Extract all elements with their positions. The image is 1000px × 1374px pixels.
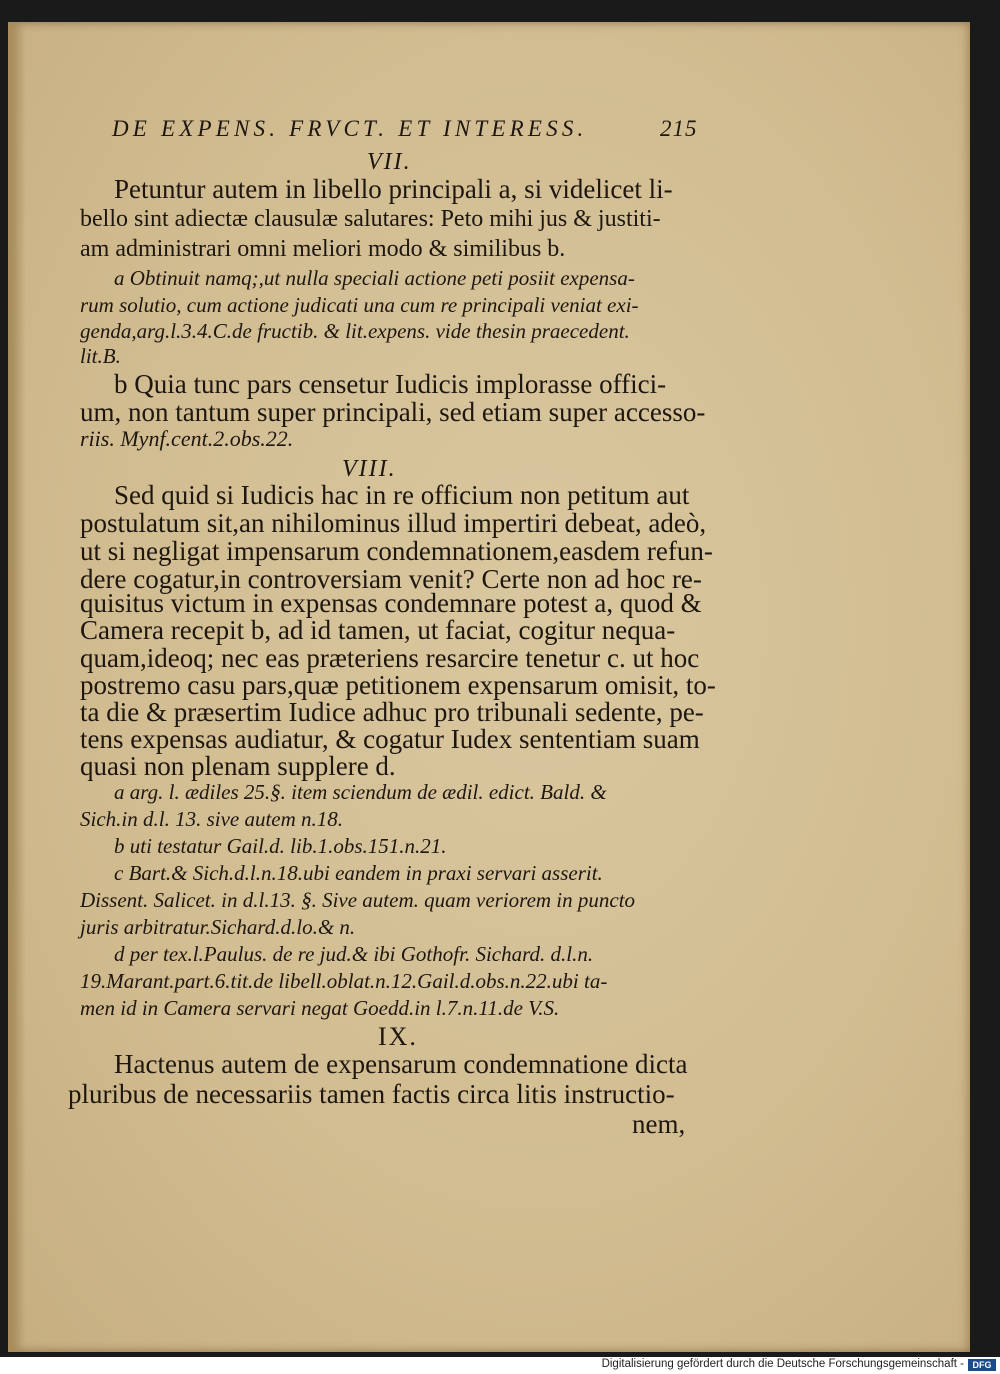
footnote-line: men id in Camera servari negat Goedd.in l.7.n.11.de V.S. <box>80 996 560 1020</box>
text-line: Camera recepit b, ad id tamen, ut faciat, cogitur nequa- <box>80 615 676 645</box>
catchword: nem, <box>632 1109 686 1139</box>
footer-credit: Digitalisierung gefördert durch die Deutsche Forschungsgemeinschaft - <box>601 1358 964 1370</box>
footnote-line: Dissent. Salicet. in d.l.13. §. Sive autem. quam veriorem in puncto <box>80 888 636 912</box>
page-number: 215 <box>660 116 698 141</box>
text-line: tens expensas audiatur, & cogatur Iudex sententiam suam <box>80 724 700 754</box>
text-line: quam,ideoq; nec eas præteriens resarcire tenetur c. ut hoc <box>80 643 700 673</box>
footnote-line: juris arbitratur.Sichard.d.lo.& n. <box>80 915 356 939</box>
footnote-line: lit.B. <box>80 344 121 368</box>
footnote-line: d per tex.l.Paulus. de re jud.& ibi Gothofr. Sichard. d.l.n. <box>114 942 594 966</box>
text-line: postremo casu pars,quæ petitionem expensarum omisit, to- <box>80 670 716 700</box>
text-line: dere cogatur,in controversiam venit? Certe non ad hoc re- <box>80 564 702 594</box>
section-heading-ix: IX. <box>378 1022 418 1051</box>
footnote-line: c Bart.& Sich.d.l.n.18.ubi eandem in praxi servari asserit. <box>114 861 603 885</box>
text-line: Hactenus autem de expensarum condemnatione dicta <box>114 1049 688 1079</box>
text-line: quisitus victum in expensas condemnare potest a, quod & <box>80 588 702 618</box>
text-line: pluribus de necessariis tamen factis circa litis instructio- <box>68 1079 675 1109</box>
footnote-line: rum solutio, cum actione judicati una cum re principali veniat exi- <box>80 293 639 317</box>
text-line: riis. Mynf.cent.2.obs.22. <box>80 426 294 451</box>
footnote-line: a arg. l. ædiles 25.§. item sciendum de ædil. edict. Bald. & <box>114 780 607 804</box>
text-line: bello sint adiectæ clausulæ salutares: Peto mihi jus & justiti- <box>80 206 661 232</box>
text-line: postulatum sit,an nihilominus illud impertiri debeat, adeò, <box>80 508 707 538</box>
dfg-logo-icon: DFG <box>968 1359 996 1371</box>
text-line: b Quia tunc pars censetur Iudicis implorasse offici- <box>114 369 667 399</box>
text-line: am administrari omni meliori modo & similibus b. <box>80 236 566 262</box>
text-line: quasi non plenam supplere d. <box>80 751 396 781</box>
footnote-line: b uti testatur Gail.d. lib.1.obs.151.n.21. <box>114 834 447 858</box>
footnote-line: a Obtinuit namq;,ut nulla speciali actione peti posiit expensa- <box>114 266 635 290</box>
footnote-line: 19.Marant.part.6.tit.de libell.oblat.n.12.Gail.d.obs.n.22.ubi ta- <box>80 969 608 993</box>
footnote-line: genda,arg.l.3.4.C.de fructib. & lit.expens. vide thesin praecedent. <box>80 319 630 343</box>
section-heading-viii: VIII. <box>342 456 397 482</box>
text-line: um, non tantum super principali, sed etiam super accesso- <box>80 397 706 427</box>
text-line: Sed quid si Iudicis hac in re officium non petitum aut <box>114 480 690 510</box>
footnote-line: Sich.in d.l. 13. sive autem n.18. <box>80 807 344 831</box>
text-line: ta die & præsertim Iudice adhuc pro tribunali sedente, pe- <box>80 697 704 727</box>
running-head: DE EXPENS. FRVCT. ET INTERESS. <box>112 116 588 141</box>
text-line: ut si negligat impensarum condemnationem,easdem refun- <box>80 536 713 566</box>
section-heading-vii: VII. <box>367 149 412 175</box>
text-line: Petuntur autem in libello principali a, si videlicet li- <box>114 174 673 204</box>
